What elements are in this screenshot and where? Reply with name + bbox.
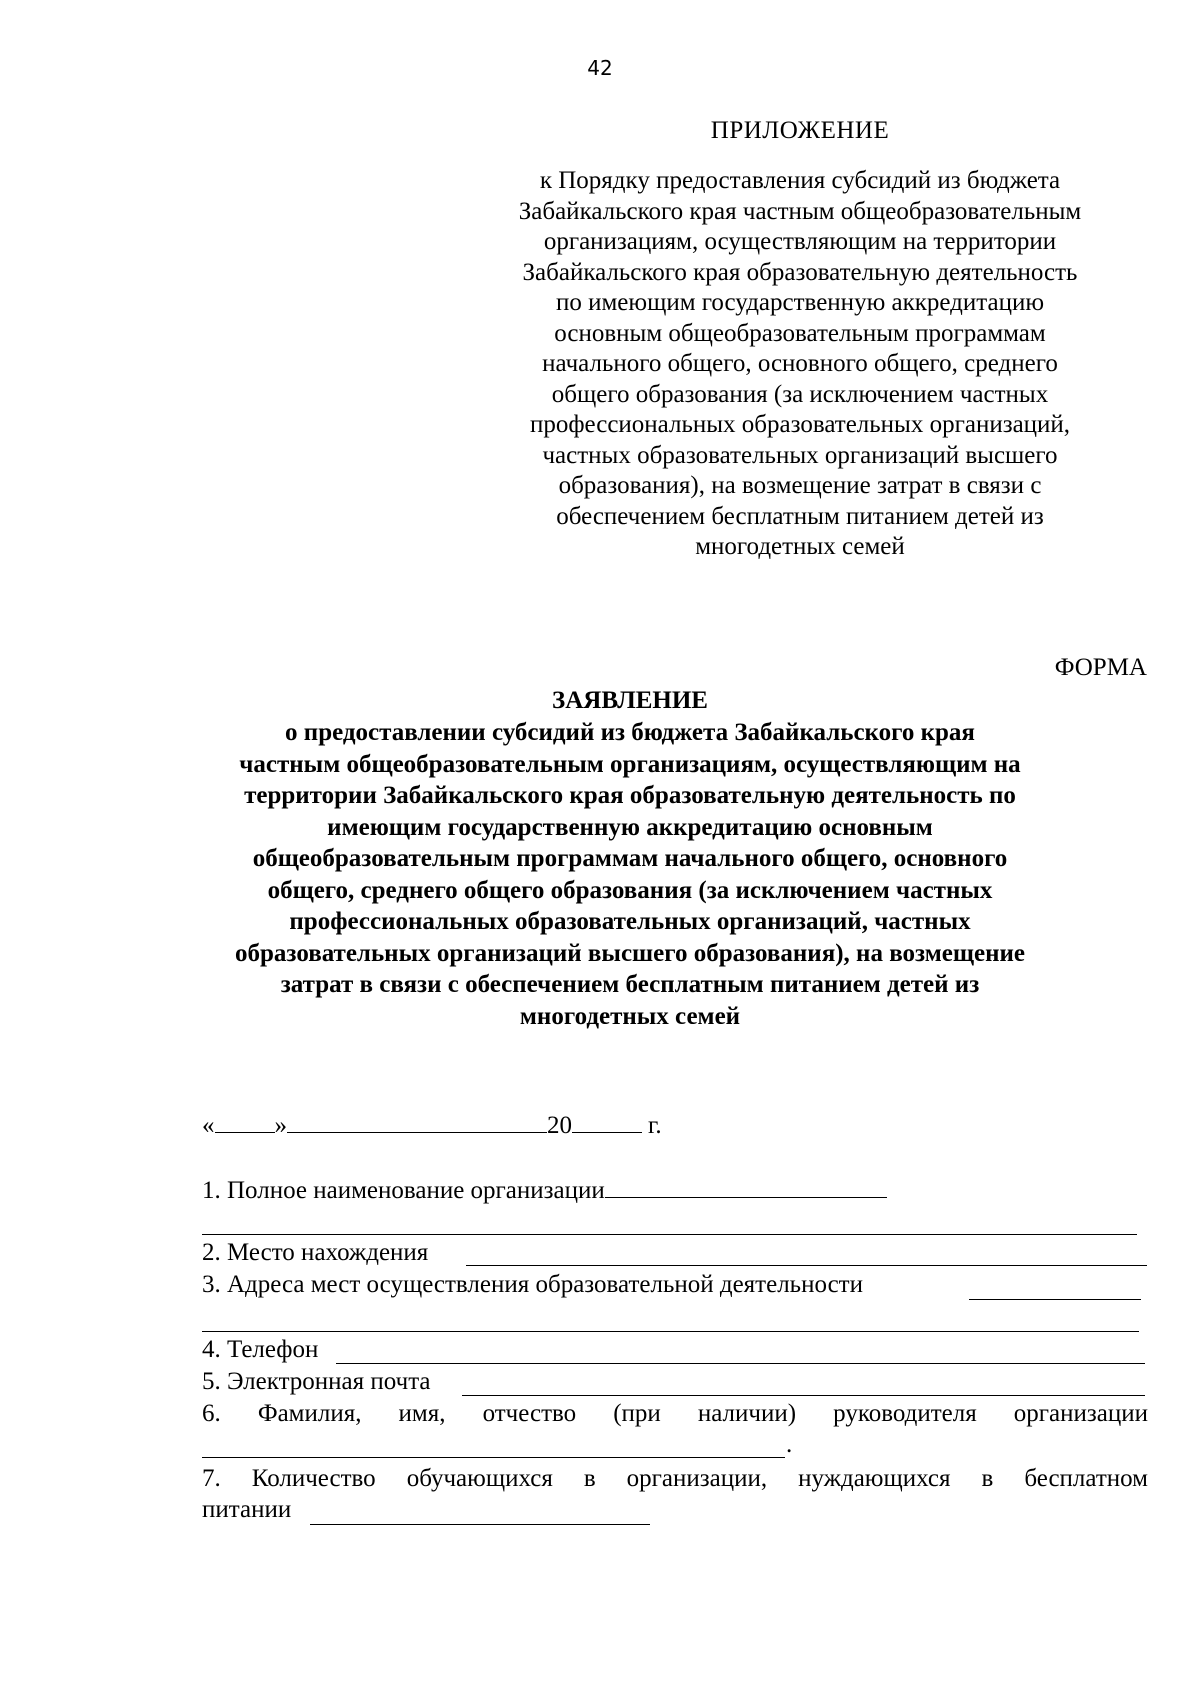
appendix-line: Забайкальского края образовательную деятельность — [522, 258, 1078, 286]
field-organization-name — [202, 1173, 887, 1206]
field-label: питании — [202, 1496, 292, 1523]
field-label: 5. Электронная почта — [202, 1368, 431, 1395]
addresses-blank[interactable] — [969, 1299, 1141, 1300]
organization-name-blank[interactable] — [605, 1173, 887, 1198]
director-name-end: . — [786, 1431, 793, 1458]
location-blank[interactable] — [466, 1265, 1147, 1266]
date-open-quote: « — [202, 1112, 215, 1139]
year-suffix: г. — [648, 1112, 662, 1139]
addresses-continuation-line[interactable] — [202, 1331, 1139, 1332]
subtitle-line: имеющим государственную аккредитацию основным — [327, 813, 933, 841]
page-number: 42 — [587, 56, 613, 80]
field-location — [202, 1238, 428, 1268]
field-label: 6. Фамилия, имя, отчество (при наличии) руководителя организации — [202, 1400, 1148, 1427]
subtitle-line: профессиональных образовательных организаций, частных — [289, 908, 971, 935]
appendix-title: ПРИЛОЖЕНИЕ — [710, 117, 890, 144]
subtitle-line: частным общеобразовательным организациям, осуществляющим на — [239, 750, 1021, 778]
field-addresses — [202, 1270, 863, 1300]
organization-name-continuation-line[interactable] — [202, 1234, 1137, 1235]
email-blank[interactable] — [462, 1395, 1145, 1396]
director-name-blank[interactable] — [202, 1457, 785, 1458]
appendix-line: профессиональных образовательных организаций, — [529, 411, 1071, 438]
field-label: 1. Полное наименование организации — [202, 1177, 605, 1204]
field-students-count — [202, 1464, 1148, 1494]
appendix-line: многодетных семей — [695, 533, 905, 560]
form-label: ФОРМА — [1054, 654, 1147, 681]
appendix-line: образования), на возмещение затрат в связи с — [558, 472, 1042, 499]
month-blank[interactable] — [287, 1108, 547, 1133]
document-title: ЗАЯВЛЕНИЕ — [552, 687, 708, 714]
field-phone — [202, 1335, 318, 1365]
appendix-line: Забайкальского края частным общеобразовательным — [518, 197, 1082, 225]
appendix-line: начального общего, основного общего, среднего — [542, 350, 1058, 377]
subtitle-line: многодетных семей — [519, 1002, 741, 1030]
field-director-name — [202, 1399, 1148, 1429]
appendix-line: частных образовательных организаций высшего — [542, 441, 1058, 469]
subtitle-line: о предоставлении субсидий из бюджета Забайкальского края — [285, 719, 975, 746]
date-close-quote: » — [274, 1112, 287, 1139]
field-label: 2. Место нахождения — [202, 1239, 429, 1266]
field-students-count-continuation — [202, 1495, 291, 1525]
subtitle-line: образовательных организаций высшего образования), на возмещение — [235, 939, 1025, 967]
date-line — [202, 1108, 662, 1141]
appendix-line: к Порядку предоставления субсидий из бюджета — [539, 167, 1061, 194]
appendix-line: общего образования (за исключением частных — [551, 380, 1049, 408]
subtitle-line: общеобразовательным программам начального общего, основного — [252, 845, 1008, 872]
appendix-line: основным общеобразовательным программам — [554, 319, 1046, 347]
year-prefix: 20 — [547, 1112, 572, 1139]
appendix-line: по имеющим государственную аккредитацию — [555, 289, 1045, 316]
subtitle-line: затрат в связи с обеспечением бесплатным питанием детей из — [280, 971, 980, 998]
document-subtitle — [205, 717, 1055, 1032]
field-label: 3. Адреса мест осуществления образовательной деятельности — [202, 1271, 863, 1298]
field-label: 7. Количество обучающихся в организации, нуждающихся в бесплатном — [202, 1465, 1148, 1492]
appendix-line: организациям, осуществляющим на территории — [543, 228, 1057, 255]
field-email — [202, 1367, 431, 1397]
appendix-line: обеспечением бесплатным питанием детей из — [556, 502, 1044, 530]
subtitle-line: общего, среднего общего образования (за исключением частных — [267, 876, 993, 904]
students-count-blank[interactable] — [310, 1524, 650, 1525]
day-blank[interactable] — [215, 1108, 275, 1133]
subtitle-line: территории Забайкальского края образовательную деятельность по — [244, 782, 1016, 809]
year-blank[interactable] — [572, 1108, 642, 1133]
appendix-text — [480, 166, 1120, 563]
phone-blank[interactable] — [336, 1363, 1145, 1364]
field-label: 4. Телефон — [202, 1336, 319, 1363]
